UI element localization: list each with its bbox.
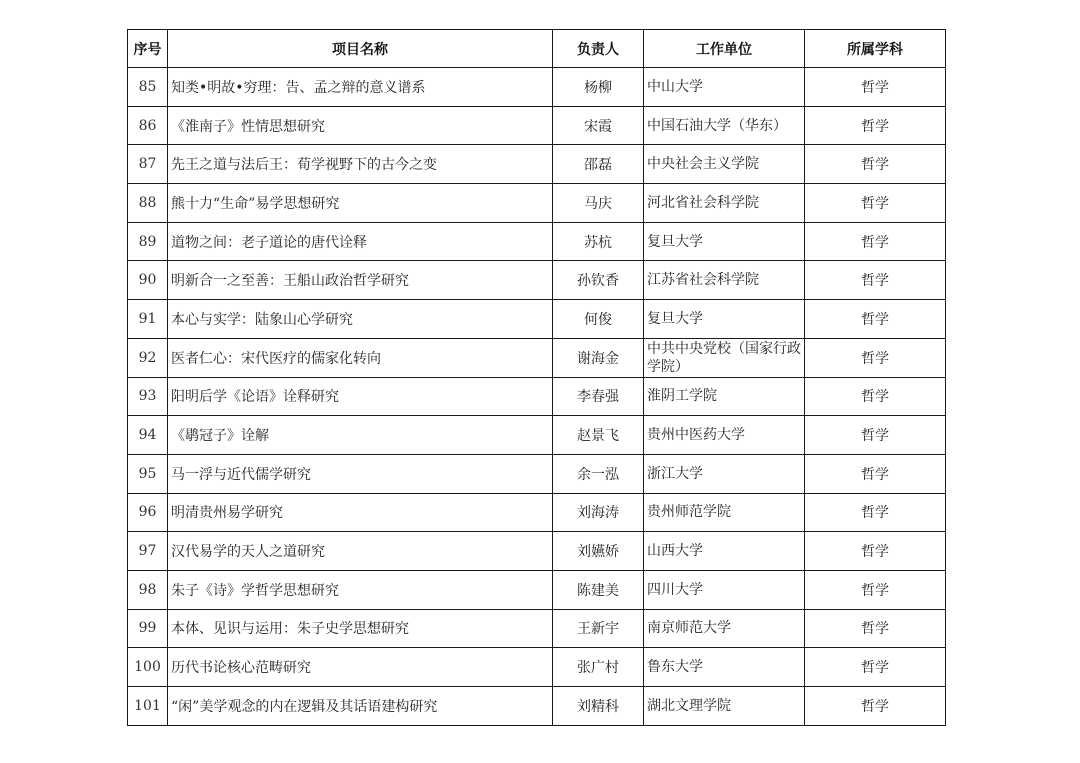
cell-unit: 山西大学 xyxy=(644,532,805,571)
cell-unit: 淮阴工学院 xyxy=(644,377,805,416)
cell-person: 赵景飞 xyxy=(553,416,644,455)
table-row xyxy=(128,648,946,687)
cell-subject: 哲学 xyxy=(805,648,946,687)
table-row xyxy=(128,377,946,416)
cell-title: 汉代易学的天人之道研究 xyxy=(168,532,553,571)
cell-title: 《鹖冠子》诠解 xyxy=(168,416,553,455)
cell-no: 92 xyxy=(128,338,168,377)
cell-subject: 哲学 xyxy=(805,300,946,339)
cell-subject: 哲学 xyxy=(805,609,946,648)
table-row xyxy=(128,184,946,223)
header-row xyxy=(128,30,946,68)
cell-title: 熊十力“生命”易学思想研究 xyxy=(168,184,553,223)
table-row xyxy=(128,493,946,532)
cell-subject: 哲学 xyxy=(805,222,946,261)
cell-title: 阳明后学《论语》诠释研究 xyxy=(168,377,553,416)
cell-subject: 哲学 xyxy=(805,377,946,416)
cell-title: 医者仁心：宋代医疗的儒家化转向 xyxy=(168,338,553,377)
cell-subject: 哲学 xyxy=(805,145,946,184)
cell-person: 王新宇 xyxy=(553,609,644,648)
cell-person: 邵磊 xyxy=(553,145,644,184)
cell-subject: 哲学 xyxy=(805,493,946,532)
cell-no: 93 xyxy=(128,377,168,416)
table-row xyxy=(128,222,946,261)
cell-no: 97 xyxy=(128,532,168,571)
cell-title: 《淮南子》性情思想研究 xyxy=(168,106,553,145)
cell-unit: 南京师范大学 xyxy=(644,609,805,648)
cell-unit: 四川大学 xyxy=(644,570,805,609)
table-row xyxy=(128,454,946,493)
cell-unit: 中山大学 xyxy=(644,68,805,107)
cell-person: 李春强 xyxy=(553,377,644,416)
cell-no: 89 xyxy=(128,222,168,261)
cell-person: 马庆 xyxy=(553,184,644,223)
cell-no: 98 xyxy=(128,570,168,609)
cell-title: 本体、见识与运用：朱子史学思想研究 xyxy=(168,609,553,648)
cell-subject: 哲学 xyxy=(805,416,946,455)
cell-unit: 中国石油大学（华东） xyxy=(644,106,805,145)
table-row xyxy=(128,416,946,455)
cell-unit: 复旦大学 xyxy=(644,222,805,261)
cell-person: 张广村 xyxy=(553,648,644,687)
cell-unit: 湖北文理学院 xyxy=(644,687,805,726)
cell-no: 94 xyxy=(128,416,168,455)
cell-subject: 哲学 xyxy=(805,106,946,145)
cell-unit: 贵州师范学院 xyxy=(644,493,805,532)
cell-no: 90 xyxy=(128,261,168,300)
cell-no: 87 xyxy=(128,145,168,184)
cell-person: 刘嬿娇 xyxy=(553,532,644,571)
cell-title: 明新合一之至善：王船山政治哲学研究 xyxy=(168,261,553,300)
cell-subject: 哲学 xyxy=(805,261,946,300)
header-subject: 所属学科 xyxy=(805,30,946,68)
cell-subject: 哲学 xyxy=(805,570,946,609)
cell-person: 陈建美 xyxy=(553,570,644,609)
project-table xyxy=(127,29,946,726)
cell-no: 101 xyxy=(128,687,168,726)
cell-unit: 河北省社会科学院 xyxy=(644,184,805,223)
header-no: 序号 xyxy=(128,30,168,68)
cell-unit: 复旦大学 xyxy=(644,300,805,339)
cell-title: 先王之道与法后王：荀学视野下的古今之变 xyxy=(168,145,553,184)
table-header xyxy=(128,30,946,68)
cell-no: 96 xyxy=(128,493,168,532)
cell-subject: 哲学 xyxy=(805,687,946,726)
cell-unit: 鲁东大学 xyxy=(644,648,805,687)
cell-person: 宋霞 xyxy=(553,106,644,145)
table-row xyxy=(128,687,946,726)
cell-unit: 贵州中医药大学 xyxy=(644,416,805,455)
cell-title: 本心与实学：陆象山心学研究 xyxy=(168,300,553,339)
cell-person: 杨柳 xyxy=(553,68,644,107)
cell-person: 余一泓 xyxy=(553,454,644,493)
cell-person: 何俊 xyxy=(553,300,644,339)
cell-unit: 中央社会主义学院 xyxy=(644,145,805,184)
cell-title: 历代书论核心范畴研究 xyxy=(168,648,553,687)
table-row xyxy=(128,68,946,107)
cell-person: 谢海金 xyxy=(553,338,644,377)
cell-no: 99 xyxy=(128,609,168,648)
cell-person: 刘精科 xyxy=(553,687,644,726)
header-person: 负责人 xyxy=(553,30,644,68)
cell-subject: 哲学 xyxy=(805,68,946,107)
cell-subject: 哲学 xyxy=(805,338,946,377)
cell-person: 刘海涛 xyxy=(553,493,644,532)
header-title: 项目名称 xyxy=(168,30,553,68)
table-row xyxy=(128,106,946,145)
cell-title: 道物之间：老子道论的唐代诠释 xyxy=(168,222,553,261)
cell-unit: 中共中央党校（国家行政学院） xyxy=(644,338,805,377)
cell-no: 85 xyxy=(128,68,168,107)
cell-unit: 江苏省社会科学院 xyxy=(644,261,805,300)
cell-no: 91 xyxy=(128,300,168,339)
cell-person: 苏杭 xyxy=(553,222,644,261)
cell-person: 孙钦香 xyxy=(553,261,644,300)
table-row xyxy=(128,261,946,300)
cell-no: 95 xyxy=(128,454,168,493)
cell-title: 明清贵州易学研究 xyxy=(168,493,553,532)
table-row xyxy=(128,145,946,184)
cell-no: 86 xyxy=(128,106,168,145)
header-unit: 工作单位 xyxy=(644,30,805,68)
cell-title: “闲”美学观念的内在逻辑及其话语建构研究 xyxy=(168,687,553,726)
cell-subject: 哲学 xyxy=(805,532,946,571)
cell-title: 马一浮与近代儒学研究 xyxy=(168,454,553,493)
table-body xyxy=(128,68,946,726)
table-row xyxy=(128,570,946,609)
cell-unit: 浙江大学 xyxy=(644,454,805,493)
table-row xyxy=(128,300,946,339)
table-row xyxy=(128,338,946,377)
cell-title: 知类•明故•穷理：告、孟之辩的意义谱系 xyxy=(168,68,553,107)
cell-subject: 哲学 xyxy=(805,184,946,223)
cell-subject: 哲学 xyxy=(805,454,946,493)
table-row xyxy=(128,609,946,648)
cell-no: 88 xyxy=(128,184,168,223)
cell-title: 朱子《诗》学哲学思想研究 xyxy=(168,570,553,609)
table-row xyxy=(128,532,946,571)
cell-no: 100 xyxy=(128,648,168,687)
